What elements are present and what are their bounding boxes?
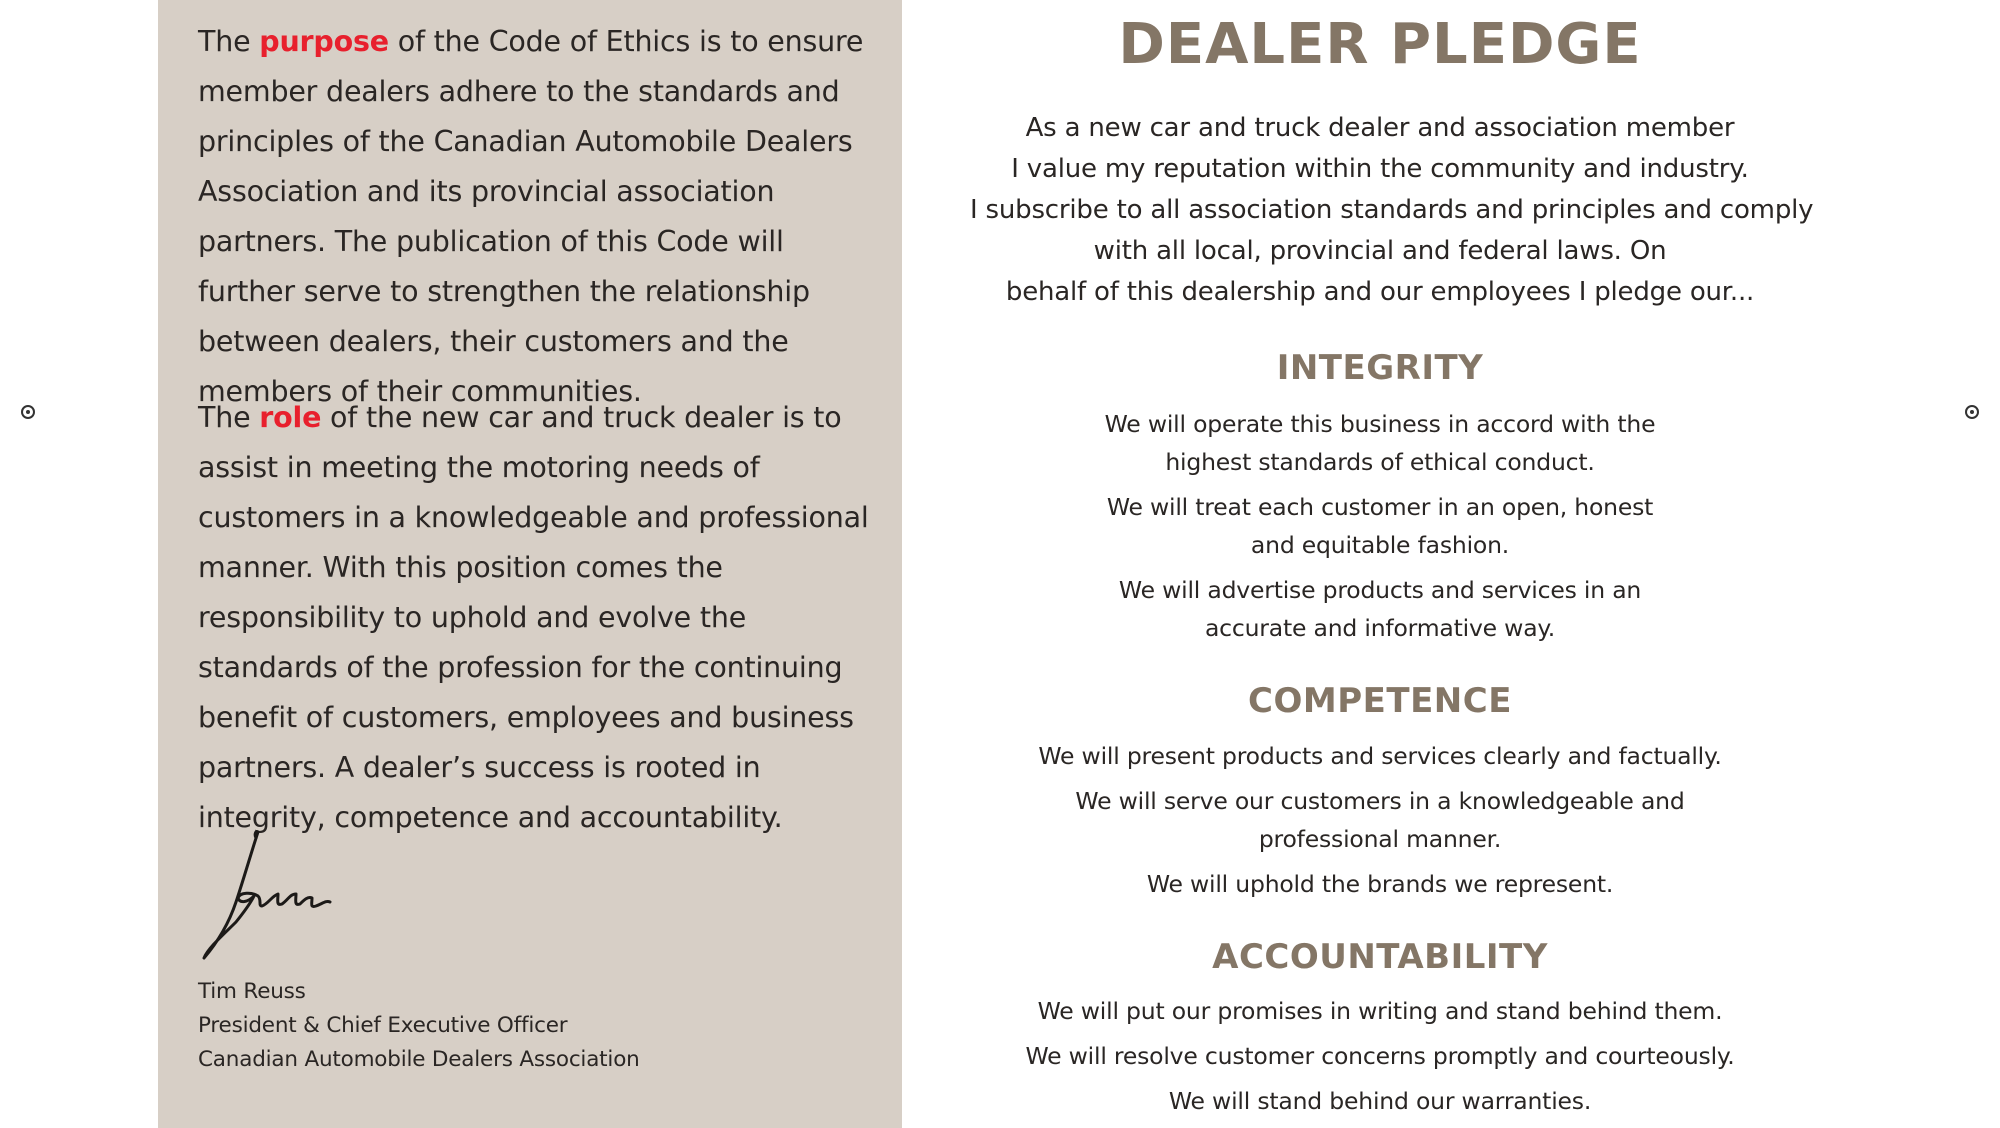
- pledge-item: [970, 737, 1790, 775]
- integrity-pledges: [970, 405, 1790, 654]
- pledge-intro: [970, 108, 1814, 313]
- section-heading-competence: COMPETENCE: [1248, 681, 1512, 721]
- accountability-pledges: [970, 992, 1790, 1127]
- pledge-item: [970, 1082, 1790, 1120]
- pledge-line: We will stand behind our warranties.: [1168, 1087, 1592, 1115]
- signatory-name: Tim Reuss: [198, 979, 306, 1004]
- intro-line: I subscribe to all association standards and principles and comply: [970, 195, 1814, 225]
- pledge-item: [970, 782, 1790, 858]
- pledge-line: We will uphold the brands we represent.: [1146, 870, 1614, 898]
- role-keyword: role: [259, 401, 322, 434]
- next-page-icon[interactable]: [1965, 405, 1979, 419]
- purpose-lead: The: [198, 25, 260, 58]
- pledge-item: [970, 1037, 1790, 1075]
- purpose-paragraph: [198, 17, 878, 417]
- signature: [196, 826, 346, 966]
- pledge-line: We will present products and services clearly and factually.: [1038, 742, 1722, 770]
- intro-line: behalf of this dealership and our employees I pledge our...: [1005, 277, 1755, 307]
- signatory-organization: Canadian Automobile Dealers Association: [198, 1047, 640, 1072]
- section-heading-accountability: ACCOUNTABILITY: [1212, 937, 1548, 977]
- role-text: of the new car and truck dealer is to assist in meeting the motoring needs of customers in a knowledgeable and professional manner. With this position comes the responsibility to uphold and evolve the standards of the profession for the continuing benefit of customers, employees and business partners. A dealer’s success is rooted in integrity, competence and accountability.: [198, 401, 869, 834]
- role-paragraph: [198, 393, 878, 843]
- intro-line: I value my reputation within the community and industry.: [1011, 154, 1749, 184]
- pledge-line: We will advertise products and services in an: [1118, 576, 1642, 604]
- pledge-line: We will serve our customers in a knowledgeable and: [1075, 787, 1685, 815]
- pledge-item: [970, 405, 1790, 481]
- pledge-item: [970, 992, 1790, 1030]
- pledge-line: We will operate this business in accord with the: [1104, 410, 1656, 438]
- purpose-text: of the Code of Ethics is to ensure member dealers adhere to the standards and principles of the Canadian Automobile Dealers Association and its provincial association partners. The publication of this Code will further serve to strengthen the relationship between dealers, their customers and the members of their communities.: [198, 25, 864, 408]
- pledge-line: We will put our promises in writing and stand behind them.: [1037, 997, 1723, 1025]
- signatory-title: President & Chief Executive Officer: [198, 1013, 568, 1038]
- dealer-pledge-title: DEALER PLEDGE: [1118, 12, 1642, 77]
- intro-line: As a new car and truck dealer and association member: [1025, 113, 1735, 143]
- previous-page-icon[interactable]: [21, 405, 35, 419]
- pledge-line: We will treat each customer in an open, honest: [1106, 493, 1654, 521]
- purpose-keyword: purpose: [259, 25, 389, 58]
- section-heading-integrity: INTEGRITY: [1276, 348, 1484, 388]
- competence-pledges: [970, 737, 1790, 910]
- left-panel: [158, 0, 902, 1128]
- pledge-line: professional manner.: [1258, 825, 1502, 853]
- pledge-item: [970, 571, 1790, 647]
- pledge-line: and equitable fashion.: [1250, 531, 1510, 559]
- pledge-line: We will resolve customer concerns promptly and courteously.: [1025, 1042, 1735, 1070]
- role-lead: The: [198, 401, 260, 434]
- pledge-line: highest standards of ethical conduct.: [1165, 448, 1595, 476]
- pledge-item: [970, 865, 1790, 903]
- intro-line: with all local, provincial and federal laws. On: [1093, 236, 1667, 266]
- pledge-line: accurate and informative way.: [1204, 614, 1556, 642]
- pledge-item: [970, 488, 1790, 564]
- signatory-block: [198, 975, 640, 1077]
